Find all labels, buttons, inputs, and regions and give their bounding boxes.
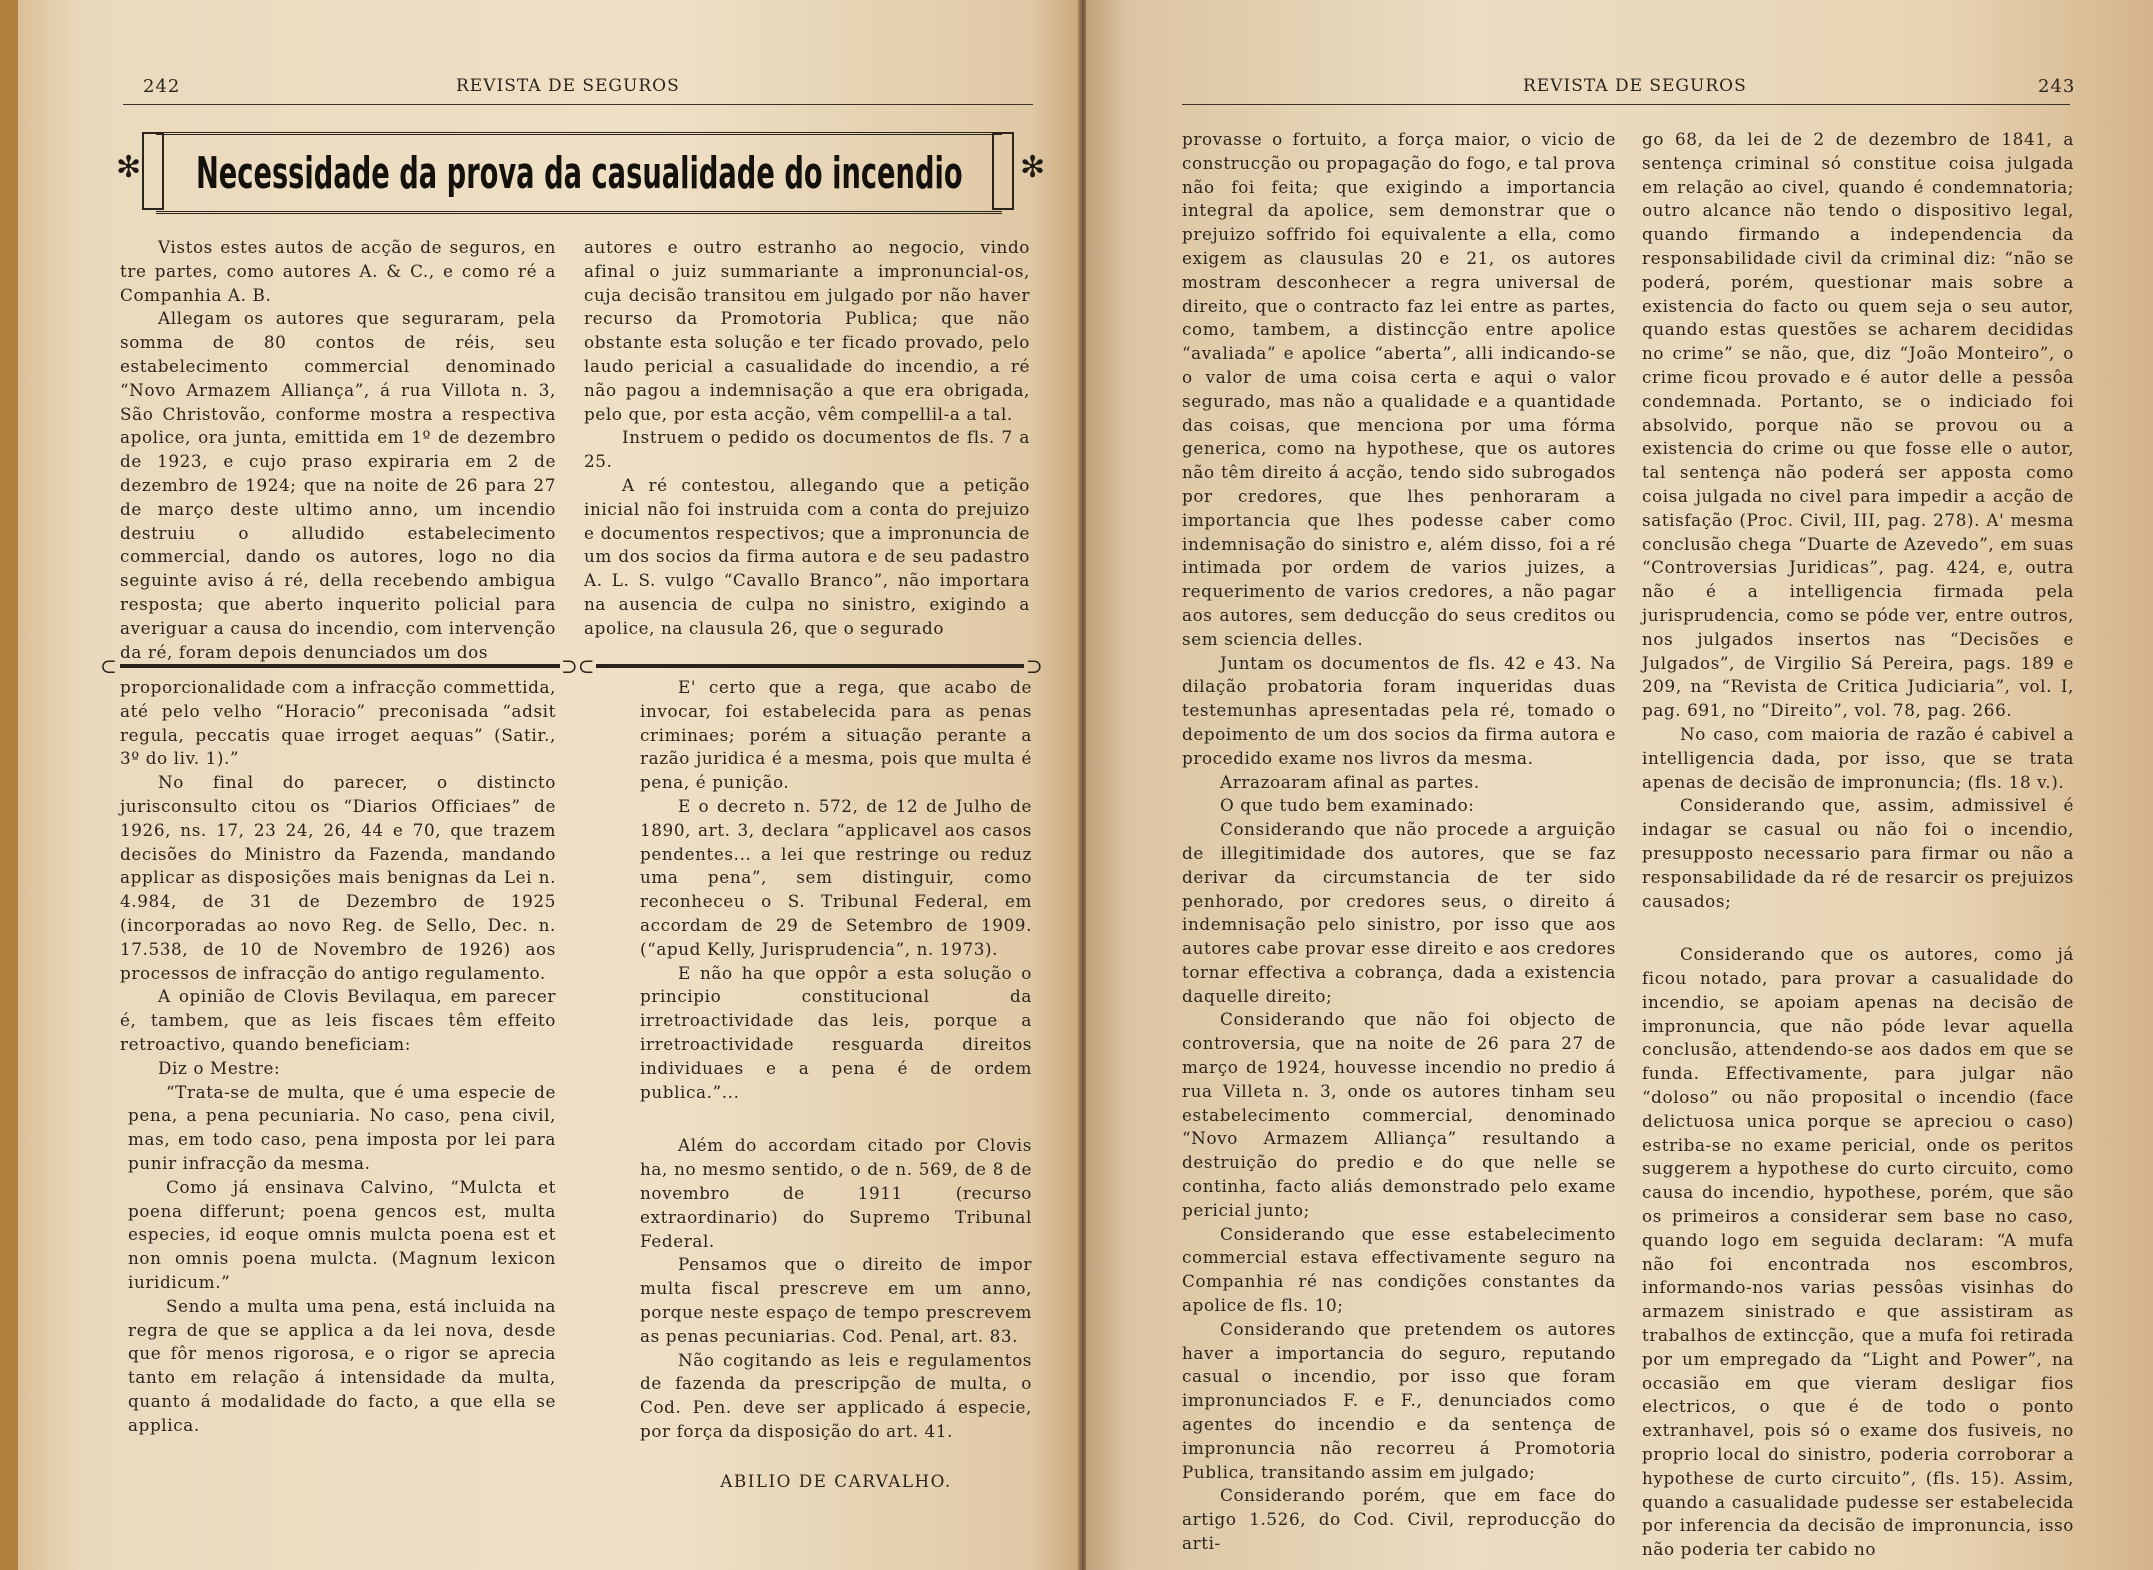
- paragraph: Considerando que não foi objecto de controversia, que na noite de 26 para 27 de março de 1924, houvesse incendio no predio á rua Villeta n. 3, onde os autores tinham seu estabelecimento commercial, denominado “Novo Armazem Alliança” resultando a destruição do predio e do que nelle se continha, facto aliás demonstrado pelo exame pericial junto;: [1182, 1009, 1616, 1220]
- header-rule: [1182, 104, 2070, 105]
- paragraph: Vistos estes autos de acção de seguros, en tre partes, como autores A. & C., e como ré a Companhia A. B.: [120, 237, 556, 305]
- paragraph: proporcionalidade com a infracção commettida, até pelo velho “Horacio” preconisada “adsit regula, peccatis quae irroget aequas” (Satir., 3º do liv. 1).”: [120, 677, 556, 769]
- paragraph: Allegam os autores que seguraram, pela somma de 80 contos de réis, seu estabelecimento commercial denominado “Novo Armazem Alliança”, á rua Villota n. 3, São Christovão, conforme mostra a respectiva apolice, ora junta, emittida em 1º de dezembro de 1923, e cujo praso expiraria em 2 de dezembro de 1924; que na noite de 26 para 27 de março deste ultimo anno, um incendio destruiu o alludido estabelecimento commercial, dando os autores, logo no dia seguinte aviso á ré, della recebendo ambigua resposta; que aberto inquerito policial para averiguar a causa do incendio, com intervenção da ré, foram depois denunciados um dos: [120, 308, 556, 662]
- paragraph: E não ha que oppôr a esta solução o principio constitucional da irretroactividade das leis, porque a irretroactividade resguarda direitos individuaes e a pena é de ordem publica.”...: [640, 962, 1032, 1102]
- asterisk-ornament-icon: ✻: [1020, 150, 1046, 185]
- paragraph: Como já ensinava Calvino, “Mulcta et poena differunt; poena gencos est, multa especies, id eoque omnis mulcta poena est et non omnis poena mulcta. (Magnum lexicon iuridicum.”: [128, 1176, 556, 1292]
- divider-ornament-icon: ⊃: [1026, 654, 1043, 678]
- paragraph: No caso, com maioria de razão é cabivel a intelligencia dada, por isso, que se trata apenas de decisão de impronuncia; (fls. 18 v.).: [1642, 723, 2074, 792]
- right-running-head: REVISTA DE SEGUROS: [1523, 76, 1747, 96]
- header-rule: [123, 104, 1033, 105]
- paragraph: Juntam os documentos de fls. 42 e 43. Na dilação probatoria foram inqueridas duas testemunhas apresentadas pela ré, tomado o depoimento de um dos socios da firma autora e procedido exame nos livros da mesma.: [1182, 652, 1616, 768]
- paragraph: “Trata-se de multa, que é uma especie de pena, a pena pecuniaria. No caso, pena civil, mas, em todo caso, pena imposta por lei para punir infracção da mesma.: [128, 1081, 556, 1173]
- asterisk-ornament-icon: ✻: [116, 150, 142, 185]
- paragraph: Considerando porém, que em face do artigo 1.526, do Cod. Civil, reproducção do arti-: [1182, 1485, 1616, 1554]
- paragraph: A ré contestou, allegando que a petição inicial não foi instruida com a conta do prejuizo e documentos respectivos; que a impronuncia de um dos socios da firma autora e de seu padastro A. L. S. vulgo “Cavallo Branco”, não importara na ausencia de culpa no sinistro, exigindo a apolice, na clausula 26, que o segurado: [584, 474, 1030, 638]
- paragraph: go 68, da lei de 2 de dezembro de 1841, a sentença criminal só constitue coisa julgada em relação ao civel, quando é condemnatoria; outro alcance não tendo o dispositivo legal, quando firmando a independencia da responsabilidade civil da criminal diz: “não se poderá, porém, questionar mais sobre a existencia do facto ou quem seja o seu autor, quando estas questões se acharem decididas no crime” se não, que, diz “João Monteiro”, o crime ficou provado e é autor delle a pessôa condemnada. Portanto, se o indiciado foi absolvido, porque não se provou ou a existencia do crime ou que fosse elle o autor, tal sentença não poderá ser apposta como coisa julgada no civel para impedir a acção de satisfação (Proc. Civil, III, pag. 278). A' mesma conclusão chega “Duarte de Azevedo”, em suas “Controversias Juridicas”, pag. 424, e, outra não é a intelligencia firmada pela jurisprudencia, como se póde ver, entre outros, nos julgados insertos nas “Decisões e Julgados”, de Virgilio Sá Pereira, pags. 189 e 209, na “Revista de Critica Judiciaria”, vol. I, pag. 691, no “Direito”, vol. 78, pag. 266.: [1642, 129, 2074, 721]
- paragraph: Instruem o pedido os documentos de fls. 7 a 25.: [584, 427, 1030, 472]
- paragraph: A opinião de Clovis Bevilaqua, em parecer é, tambem, que as leis fiscaes têm effeito retroactivo, quando beneficiam:: [120, 986, 556, 1054]
- left-running-head: REVISTA DE SEGUROS: [456, 76, 680, 96]
- paragraph: Diz o Mestre:: [158, 1057, 281, 1078]
- paragraph: Não cogitando as leis e regulamentos de fazenda da prescripção de multa, o Cod. Pen. deve ser applicado á especie, por força da disposição do art. 41.: [640, 1349, 1032, 1441]
- paragraph: Sendo a multa uma pena, está incluida na regra de que se applica a da lei nova, desde que fôr menos rigorosa, e o rigor se aprecia tanto em relação á intensidade da multa, quanto á modalidade do facto, a que ella se applica.: [128, 1295, 556, 1435]
- paragraph: O que tudo bem examinado:: [1220, 795, 1475, 816]
- left-page-number: 242: [143, 76, 181, 97]
- paragraph: Além do accordam citado por Clovis ha, no mesmo sentido, o de n. 569, de 8 de novembro de 1911 (recurso extraordinario) do Supremo Tribunal Federal.: [640, 1135, 1032, 1251]
- paragraph: Considerando que esse estabelecimento commercial estava effectivamente seguro na Companhia ré nas condições constantes da apolice de fls. 10;: [1182, 1223, 1616, 1316]
- article-title: Necessidade da prova da casualidade do incendio: [195, 147, 963, 199]
- article-title-box: [156, 132, 1002, 214]
- book-binding-edge: [0, 0, 18, 1570]
- paragraph: provasse o fortuito, a força maior, o vicio de construcção ou propagação do fogo, e tal prova não foi feita; que exigindo a importancia integral da apolice, sem demonstrar que o prejuizo soffrido foi equivalente a ella, como exigem as clausulas 20 e 21, os autores mostram desconhecer a regra universal de direito, que o contracto faz lei entre as partes, como, tambem, a distincção entre apolice “avaliada” e apolice “aberta”, alli indicando-se o valor de uma coisa certa e aqui o valor segurado, mas não a qualidade e a quantidade das coisas, que menciona por uma fórma generica, como na hypothese, que os autores não têm direito á acção, tendo sido subrogados por credores, que lhes penhoraram a importancia que lhes podesse caber como indemnisação do sinistro e, além disso, foi a ré intimada por ordem de varios juizes, a requerimento de varios credores, a não pagar aos autores, sem deducção do seus creditos ou sem sciencia delles.: [1182, 129, 1616, 649]
- lower-column-2: [640, 676, 1032, 1494]
- upper-column-2: [584, 236, 1030, 641]
- right-column-1: [1182, 128, 1616, 1556]
- right-column-2: [1642, 128, 2074, 1562]
- paragraph: autores e outro estranho ao negocio, vindo afinal o juiz summariante a impronuncial-os, cuja decisão transitou em julgado por não haver recurso da Promotoria Publica; que não obstante esta solução e ter ficado provado, pelo laudo pericial a casualidade do incendio, a ré não pagou a indemnisação a que era obrigada, pelo que, por esta acção, vêm compellil-a a tal.: [584, 237, 1030, 424]
- right-page-header: [1086, 76, 2153, 106]
- right-title-ornament-icon: [992, 132, 1014, 210]
- right-page-number: 243: [2038, 76, 2076, 97]
- author-signature: ABILIO DE CARVALHO.: [720, 1470, 952, 1491]
- paragraph: E' certo que a rega, que acabo de invocar, foi estabelecida para as penas criminaes; porém a situação perante a razão juridica é a mesma, pois que multa é pena, é punição.: [640, 677, 1032, 793]
- paragraph: Considerando que, assim, admissivel é indagar se casual ou não foi o incendio, presupposto necessario para firmar ou não a responsabilidade da ré de resarcir os prejuizos causados;: [1642, 795, 2074, 911]
- paragraph: Considerando que pretendem os autores haver a importancia do seguro, reputando casual o incendio, por isso que foram impronunciados F. e F., denunciados como agentes do incendio e da sentença de impronuncia não recorreu á Promotoria Publica, transitando assim em julgado;: [1182, 1318, 1616, 1482]
- section-divider-right: [596, 664, 1024, 668]
- paragraph: E o decreto n. 572, de 12 de Julho de 1890, art. 3, declara “applicavel aos casos pendentes... a lei que restringe ou reduz uma pena”, sem distinguir, como reconheceu o S. Tribunal Federal, em accordam de 29 de Setembro de 1909. (“apud Kelly, Jurisprudencia”, n. 1973).: [640, 795, 1032, 959]
- section-divider-left: [120, 664, 560, 668]
- lower-column-1: [120, 676, 556, 1438]
- left-page: [18, 0, 1080, 1570]
- paragraph: Considerando que os autores, como já ficou notado, para provar a casualidade do incendio, se apoiam apenas na decisão de impronuncia, que não póde levar aquella conclusão, attendendo-se aos dados em que se funda. Effectivamente, para julgar não “doloso” ou não proposital o incendio (face delictuosa unica porque se apreciou o caso) estriba-se no exame pericial, onde os peritos suggerem a hypothese do curto circuito, como causa do incendio, hypothese, porém, que são os primeiros a considerar sem base no caso, quando logo em seguida declaram: “A mufa não foi encontrada nos escombros, informando-nos varias pessôas visinhas do armazem sinistrado e que assistiram as trabalhos de extincção, que a mufa foi retirada por um empregado da “Light and Power”, na occasião em que vieram desligar fios electricos, o que é de todo o ponto extranhavel, pois só o exame dos fusiveis, no proprio local do sinistro, poderia corroborar a hypothese de curto circuito”, (fls. 15). Assim, quando a casualidade pudesse ser estabelecida por inferencia da decisão de impronuncia, isso não poderia ter cabido no: [1642, 944, 2074, 1560]
- right-page: [1086, 0, 2153, 1570]
- paragraph: Arrazoaram afinal as partes.: [1220, 771, 1480, 792]
- divider-ornament-icon: ⊂: [100, 654, 117, 678]
- paragraph: No final do parecer, o distincto jurisconsulto citou os “Diarios Officiaes” de 1926, ns. 17, 23 24, 26, 44 e 70, que trazem decisões do Ministro da Fazenda, mandando applicar as disposições mais benignas da Lei n. 4.984, de 31 de Dezembro de 1925 (incorporadas ao novo Reg. de Sello, Dec. n. 17.538, de 10 de Novembro de 1926) aos processos de infracção do antigo regulamento.: [120, 772, 556, 983]
- divider-ornament-icon: ⊃⊂: [561, 654, 595, 678]
- paragraph: Considerando que não procede a arguição de illegitimidade dos autores, que se faz derivar da circumstancia de ter sido penhorado, por credores seus, o direito á indemnisação pelo sinistro, por isso que aos autores cabe provar esse direito e aos credores tornar effectiva a cobrança, dada a existencia daquelle direito;: [1182, 819, 1616, 1006]
- upper-column-1: [120, 236, 556, 664]
- left-page-header: [18, 76, 1080, 106]
- paragraph: Pensamos que o direito de impor multa fiscal prescreve em um anno, porque neste espaço de tempo prescrevem as penas pecuniarias. Cod. Penal, art. 83.: [640, 1254, 1032, 1346]
